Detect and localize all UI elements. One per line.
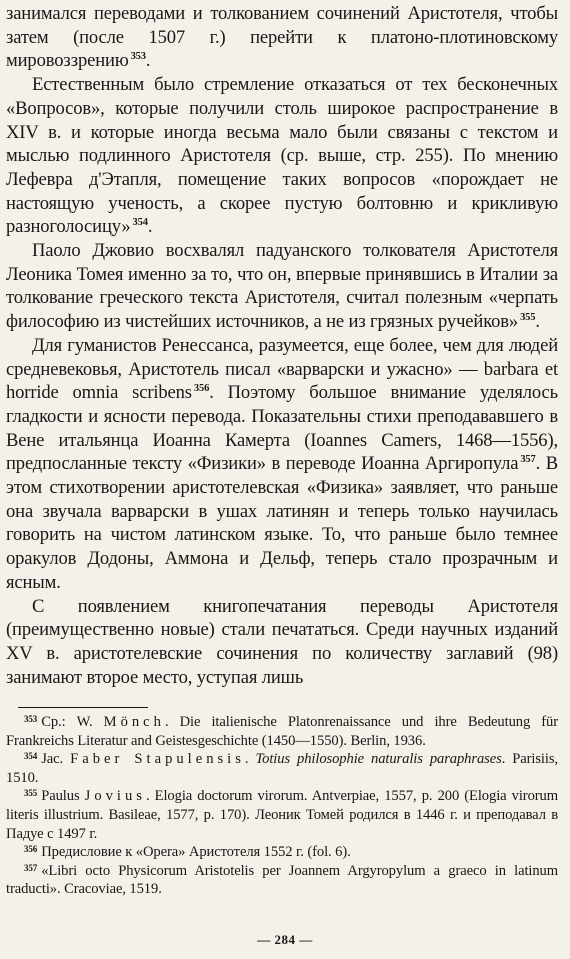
- work-title: Elogia doctorum virorum: [154, 788, 304, 805]
- work-title: Totius philosophie naturalis paraphrases: [255, 751, 502, 768]
- main-text: [6, 2, 558, 689]
- paragraph-1: занимался переводами и толкованием сочинений Аристотеля, чтобы затем (после 1507 г.) перейти к платоно-плотиновскому мировоззрению $^{353}$.: [6, 3, 558, 72]
- footnote-number: 356: [24, 844, 38, 855]
- footnote-353: $^{353}$ Ср.: W. Mönch. Die italienische Platonrenaissance und ihre Bedeutung für Frankreichs Literatur and Geistesgeschichte (1450—1550). Berlin, 1936.: [6, 714, 558, 749]
- footnote-number: 353: [24, 714, 38, 724]
- footnote-ref-355[interactable]: 355: [520, 312, 536, 324]
- footnote-number: 355: [24, 788, 38, 799]
- paragraph-2: Естественным было стремление отказаться от тех бесконечных «Вопросов», которые получили столь широкое распространение в XIV в. и которые иногда весьма мало были связаны с текстом и мыслью подлинного Аристотеля (ср. выше, стр. 255). По мнению Лефевра д'Этапля, помещение таких вопросов «порождает не настоящую ученость, а скорее пустую болтовню и крикливую разноголосицу» $^{354}$.: [6, 74, 558, 238]
- author-name: Mönch: [103, 714, 165, 730]
- footnote-357: $^{357}$ «Libri octo Physicorum Aristotelis per Joannem Argyropylum a graeco in latinum traducti». Cracoviae, 1519.: [6, 862, 558, 898]
- footnote-355: $^{355}$ Paulus Jovius. Elogia doctorum virorum. Antverpiae, 1557, p. 200 (Elogia virorum literis illustrium. Basileae, 1577, p. 170). Леоник Томей родился в 1446 г. и преподавал в Падуе с 1497 г.: [6, 788, 558, 842]
- author-name: Jovius: [84, 788, 146, 805]
- footnote-356: $^{356}$ Предисловие к «Opera» Аристотеля 1552 г. (fol. 6).: [24, 844, 351, 861]
- footnotes: [6, 713, 558, 899]
- footnote-354: $^{354}$ Jac. Faber Stapulensis. Totius philosophie naturalis paraphrases. Parisiis, 1510.: [6, 751, 558, 786]
- footnote-divider: [18, 707, 148, 708]
- footnote-number: 357: [24, 862, 38, 873]
- paragraph-5: С появлением книгопечатания переводы Аристотеля (преимущественно новые) стали печататься. Среди научных изданий XV в. аристотелевские сочинения по количеству заглавий (98) занимают второе место, уступая лишь: [6, 595, 558, 688]
- paragraph-3: Паоло Джовио восхвалял падуанского толкователя Аристотеля Леоника Томея именно за то, что он, впервые принявшись в Италии за толкование греческого текста Аристотеля, считал полезным «черпать философию из чистейших источников, а не из грязных ручейков» $^{355}$.: [6, 240, 558, 333]
- footnote-ref-353[interactable]: 353: [130, 51, 146, 63]
- footnote-ref-357[interactable]: 357: [520, 454, 536, 466]
- page-number: — 284 —: [257, 932, 313, 947]
- footnote-ref-354[interactable]: 354: [132, 217, 148, 229]
- author-name: Faber Stapulensis: [70, 751, 245, 768]
- footnote-ref-356[interactable]: 356: [193, 383, 210, 395]
- footnote-number: 354: [24, 751, 38, 762]
- paragraph-4: Для гуманистов Ренессанса, разумеется, еще более, чем для людей средневековья, Аристотель писал «варварски и ужасно» — barbara et horride omnia scribens $^{356}$. Поэтому большое внимание уделялось гладкости и ясности перевода. Показательны стихи преподававшего в Вене итальянца Иоанна Камерта (Ioannes Camers, 1468—1556), предпосланные тексту «Физики» в переводе Иоанна Аргиропула $^{357}$. В этом стихотворении аристотелевская «Физика» заявляет, что раньше она звучала варварски в ушах латинян и теперь только научилась говорить на чистом латинском языке. То, что раньше было темнее оракулов Додоны, Аммона и Дельф, теперь стало прозрачным и ясным.: [6, 334, 558, 593]
